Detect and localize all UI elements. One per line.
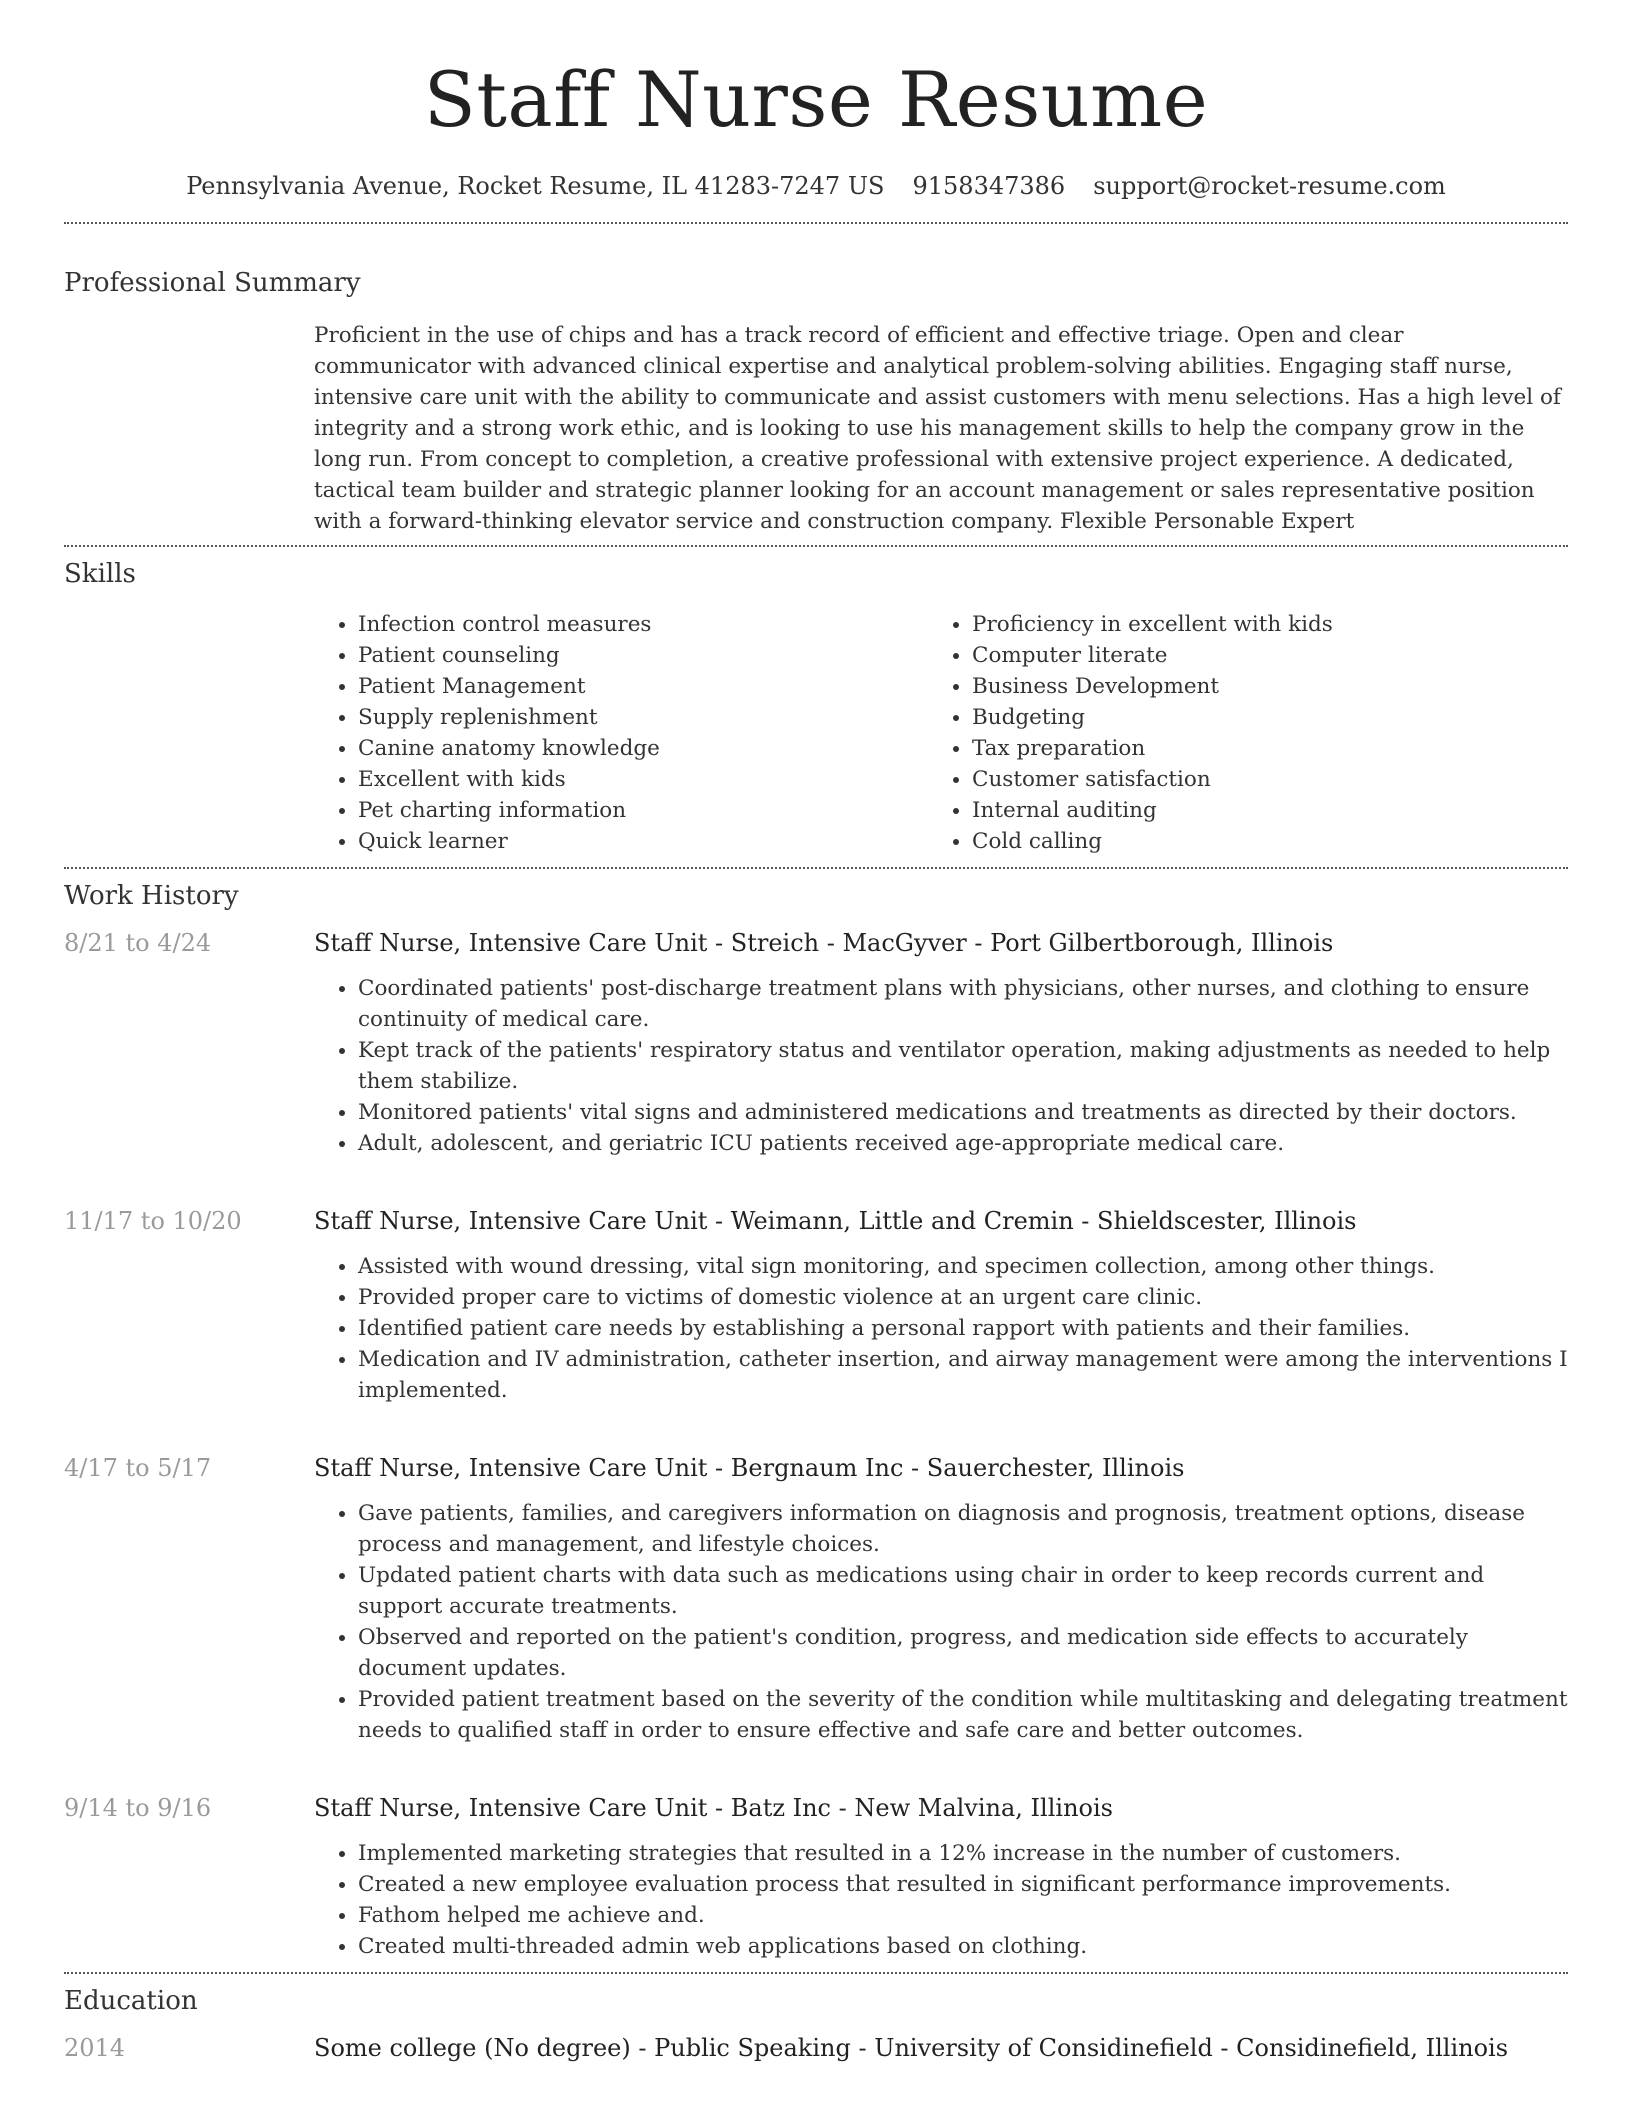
- summary-text: Proficient in the use of chips and has a track record of efficient and effective triage. Open and clear communicator with advanced clinical expertise and analytical problem-solving abilities. Engaging staff nurse, intensive care unit with the ability to communicate and assist customers with menu selections. Has a high level of integrity and a strong work ethic, and is looking to use his management skills to help the company grow in the long run. From concept to completion, a creative professional with extensive project experience. A dedicated, tactical team builder and strategic planner looking for an account management or sales representative position with a forward-thinking elevator service and construction company. Flexible Personable Expert: [314, 323, 1561, 534]
- job-bullet: • Fathom helped me achieve and.: [358, 1900, 1568, 1931]
- education-body: [314, 2032, 1568, 2064]
- job-entry: [64, 1792, 1568, 1962]
- job-dates: 4/17 to 5/17: [64, 1454, 212, 1482]
- job-title: Staff Nurse, Intensive Care Unit - Streich - MacGyver - Port Gilbertborough, Illinois: [314, 929, 1334, 957]
- skill-item: • Computer literate: [972, 640, 1542, 671]
- skill-item: • Patient Management: [358, 671, 928, 702]
- contact-phone: 9158347386: [912, 172, 1066, 200]
- skills-columns: [314, 609, 1568, 857]
- skill-item: • Canine anatomy knowledge: [358, 733, 928, 764]
- skill-item: • Proficiency in excellent with kids: [972, 609, 1542, 640]
- job-bullet: • Identified patient care needs by establishing a personal rapport with patients and their families.: [358, 1313, 1568, 1344]
- work-history-section: [64, 869, 1568, 1974]
- skill-item: • Cold calling: [972, 826, 1542, 857]
- job-bullets: [314, 1838, 1568, 1962]
- skills-list-right: [928, 609, 1542, 857]
- page-title: Staff Nurse Resume: [423, 55, 1209, 144]
- job-bullet: • Adult, adolescent, and geriatric ICU patients received age-appropriate medical care.: [358, 1128, 1568, 1159]
- job-bullet: • Provided proper care to victims of domestic violence at an urgent care clinic.: [358, 1282, 1568, 1313]
- job-bullet: • Implemented marketing strategies that resulted in a 12% increase in the number of customers.: [358, 1838, 1568, 1869]
- skill-item: • Business Development: [972, 671, 1542, 702]
- skill-item: • Infection control measures: [358, 609, 928, 640]
- skill-item: • Customer satisfaction: [972, 764, 1542, 795]
- job-title: Staff Nurse, Intensive Care Unit - Batz Inc - New Malvina, Illinois: [314, 1794, 1113, 1822]
- skill-item: • Patient counseling: [358, 640, 928, 671]
- summary-heading: Professional Summary: [64, 268, 361, 298]
- job-body: [314, 1792, 1568, 1962]
- job-spacer: [64, 1406, 1568, 1436]
- job-entry: [64, 1205, 1568, 1406]
- skill-item: • Internal auditing: [972, 795, 1542, 826]
- job-bullets: [314, 973, 1568, 1159]
- job-entry: [64, 927, 1568, 1159]
- job-bullet: • Created a new employee evaluation process that resulted in significant performance improvements.: [358, 1869, 1568, 1900]
- job-bullet: • Provided patient treatment based on the severity of the condition while multitasking and delegating treatment needs to qualified staff in order to ensure effective and safe care and better outcomes.: [358, 1684, 1568, 1746]
- skill-item: • Supply replenishment: [358, 702, 928, 733]
- skill-item: • Pet charting information: [358, 795, 928, 826]
- job-title: Staff Nurse, Intensive Care Unit - Bergnaum Inc - Sauerchester, Illinois: [314, 1454, 1185, 1482]
- job-body: [314, 927, 1568, 1159]
- job-body: [314, 1205, 1568, 1406]
- summary-section: [64, 224, 1568, 547]
- job-bullet: • Medication and IV administration, catheter insertion, and airway management were among the interventions I implemented.: [358, 1344, 1568, 1406]
- work-history-heading: Work History: [64, 881, 239, 911]
- skill-item: • Quick learner: [358, 826, 928, 857]
- job-entry: [64, 1452, 1568, 1746]
- contact-email: support@rocket-resume.com: [1093, 172, 1446, 200]
- job-bullet: • Assisted with wound dressing, vital sign monitoring, and specimen collection, among other things.: [358, 1251, 1568, 1282]
- job-bullet: • Gave patients, families, and caregivers information on diagnosis and prognosis, treatment options, disease process and management, and lifestyle choices.: [358, 1498, 1568, 1560]
- job-dates: 8/21 to 4/24: [64, 929, 212, 957]
- job-title: Staff Nurse, Intensive Care Unit - Weimann, Little and Cremin - Shieldscester, Illinois: [314, 1207, 1357, 1235]
- job-bullets: [314, 1498, 1568, 1746]
- job-bullet: • Observed and reported on the patient's condition, progress, and medication side effects to accurately document updates.: [358, 1622, 1568, 1684]
- education-title: Some college (No degree) - Public Speaking - University of Considinefield - Considinefield, Illinois: [314, 2034, 1509, 2062]
- contact-address: Pennsylvania Avenue, Rocket Resume, IL 41283-7247 US: [186, 172, 885, 200]
- job-bullets: [314, 1251, 1568, 1406]
- job-bullet: • Monitored patients' vital signs and administered medications and treatments as directed by their doctors.: [358, 1097, 1568, 1128]
- job-bullet: • Kept track of the patients' respiratory status and ventilator operation, making adjustments as needed to help them stabilize.: [358, 1035, 1568, 1097]
- education-year: 2014: [64, 2034, 126, 2062]
- contact-line: [64, 170, 1568, 202]
- education-section: [64, 1974, 1568, 2064]
- job-spacer: [64, 1159, 1568, 1189]
- job-bullet: • Created multi-threaded admin web applications based on clothing.: [358, 1931, 1568, 1962]
- resume-page: [64, 0, 1568, 2064]
- job-body: [314, 1452, 1568, 1746]
- skill-item: • Tax preparation: [972, 733, 1542, 764]
- skill-item: • Excellent with kids: [358, 764, 928, 795]
- job-dates: 11/17 to 10/20: [64, 1207, 242, 1235]
- job-dates: 9/14 to 9/16: [64, 1794, 212, 1822]
- job-spacer: [64, 1746, 1568, 1776]
- skill-item: • Budgeting: [972, 702, 1542, 733]
- education-heading: Education: [64, 1986, 198, 2016]
- job-bullet: • Updated patient charts with data such as medications using chair in order to keep records current and support accurate treatments.: [358, 1560, 1568, 1622]
- skills-section: [64, 547, 1568, 869]
- education-entry: [64, 2032, 1568, 2064]
- skills-heading: Skills: [64, 559, 136, 589]
- job-bullet: • Coordinated patients' post-discharge treatment plans with physicians, other nurses, and clothing to ensure continuity of medical care.: [358, 973, 1568, 1035]
- skills-list-left: [314, 609, 928, 857]
